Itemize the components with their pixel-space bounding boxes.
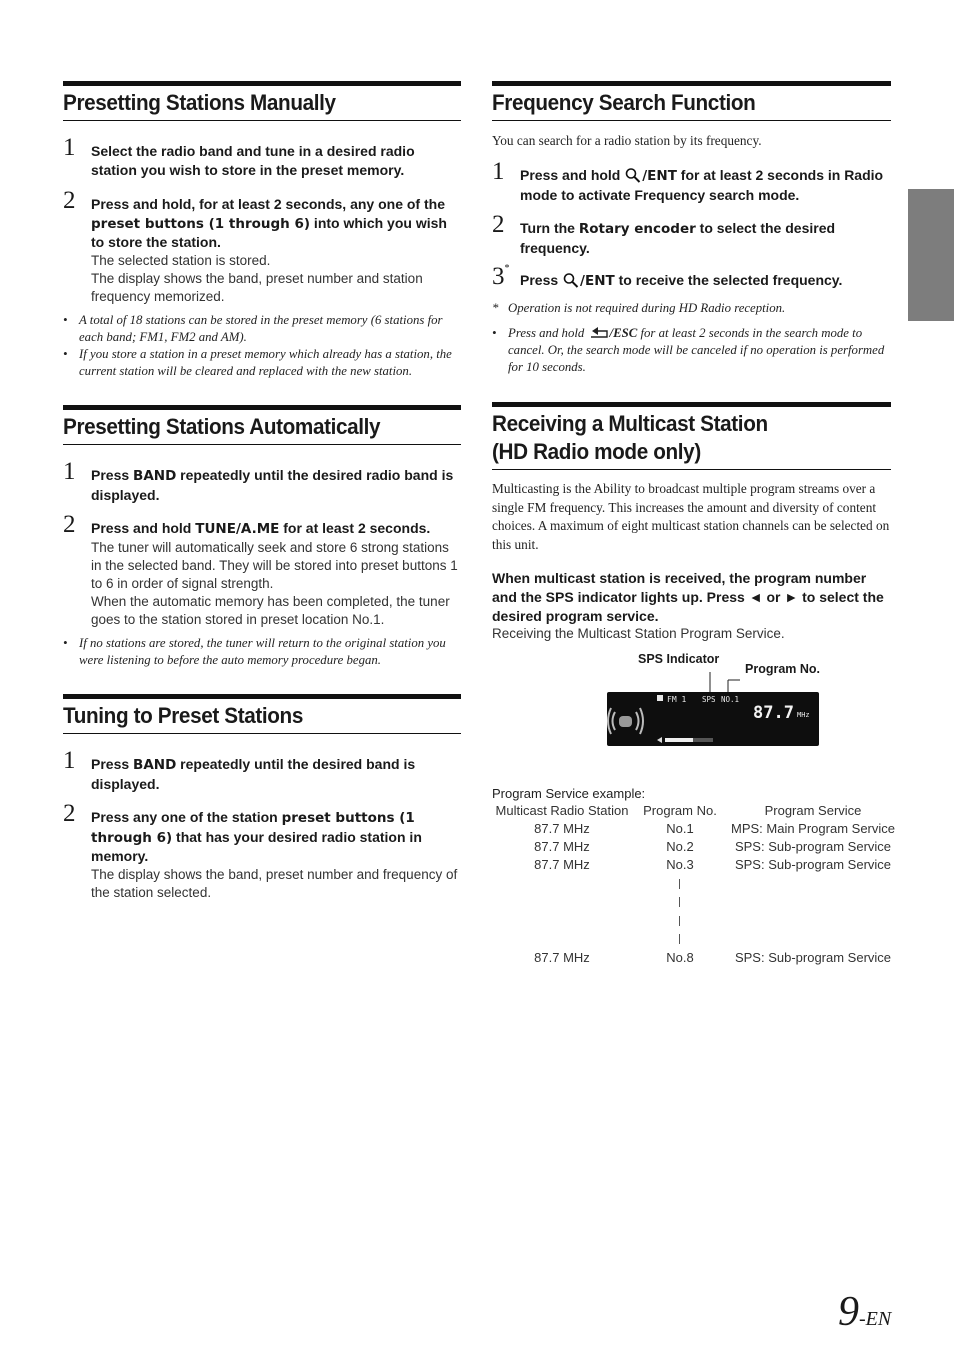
bullet: • (492, 326, 497, 340)
step-number: 2 (492, 211, 505, 238)
section-title: Presetting Stations Manually (63, 90, 336, 115)
step (63, 187, 461, 306)
column-header: Multicast Radio Station (495, 803, 629, 818)
button-name: /ENT (580, 273, 615, 289)
cell: 87.7 MHz (534, 857, 590, 872)
step-title: Select the radio band and tune in a desired radio station you wish to store in the preset memory. (91, 143, 415, 178)
step-text: The selected station is stored. (91, 252, 271, 268)
note-text (508, 325, 891, 376)
program-no-label: Program No. (745, 662, 821, 676)
text-part: Turn the (520, 220, 579, 236)
note-item (63, 635, 461, 669)
return-icon (588, 325, 610, 339)
ellipsis-bar (679, 897, 680, 907)
page-number-suffix: -EN (859, 1308, 892, 1330)
text-part: for at least 2 seconds. (279, 520, 431, 536)
ellipsis-bar (679, 934, 680, 944)
button-name: /ENT (642, 168, 677, 184)
cell: MPS: Main Program Service (731, 821, 895, 836)
step-text: When the automatic memory has been completed, the tuner goes to the station stored in preset location No.1. (91, 593, 450, 627)
step-number: 2 (63, 511, 76, 538)
page-number (838, 1288, 891, 1336)
step-number (492, 263, 510, 291)
text-part: to receive the selected frequency. (614, 272, 843, 288)
radio-display (607, 692, 819, 746)
button-name: /ESC (609, 326, 638, 340)
display-frequency: 87.7 (753, 703, 794, 723)
note-text: If no stations are stored, the tuner will return to the original station you were listening to before the auto memory procedure began. (79, 636, 446, 667)
button-name: Rotary encoder (578, 221, 696, 237)
section-frequency-search (492, 81, 891, 121)
footnote (492, 300, 891, 317)
search-icon (562, 272, 580, 288)
display-graphic (607, 692, 819, 746)
intro-text: Multicasting is the Ability to broadcast multiple program streams over a single FM frequency. This increases the amount and diversity of content choices. A maximum of eight multicast station channels can be selected on this unit. (492, 481, 890, 552)
text-part: for at least 2 seconds in the search mode to cancel. Or, the search mode will be canceled if no operation is performed for 10 seconds. (508, 326, 885, 374)
step-title (91, 466, 461, 504)
button-name: TUNE/A.ME (195, 521, 280, 537)
step-title (91, 519, 461, 539)
cell: 87.7 MHz (534, 839, 590, 854)
cell: SPS: Sub-program Service (734, 839, 892, 854)
note-item (492, 325, 891, 376)
note-text: If you store a station in a preset memory which already has a station, the current station will be cleared and replaced with the new station. (79, 347, 452, 378)
step (492, 263, 891, 291)
note-text: Operation is not required during HD Radio reception. (508, 301, 786, 315)
step-number: 1 (63, 747, 76, 774)
ellipsis-bar (679, 916, 680, 926)
step-number: 1 (63, 458, 76, 485)
cell: No.1 (666, 821, 694, 836)
section-title: Tuning to Preset Stations (63, 703, 303, 728)
intro-text: You can search for a radio station by its frequency. (492, 133, 762, 148)
sps-indicator-label: SPS Indicator (638, 652, 720, 666)
display-program: NO.1 (721, 695, 740, 704)
cell: 87.7 MHz (534, 950, 590, 965)
section-heading (63, 694, 461, 734)
step-number: 1 (492, 158, 505, 185)
section-heading (63, 81, 461, 121)
table-header (492, 803, 896, 821)
section-tuning-preset (63, 694, 461, 734)
section-presetting-manually (63, 81, 461, 121)
step-number: 1 (63, 134, 76, 161)
section-heading (492, 402, 891, 470)
note-item (63, 312, 461, 346)
step-title (520, 219, 891, 257)
section-multicast (492, 402, 891, 470)
section-tab-marker (908, 189, 954, 321)
footnote-mark: * (504, 263, 510, 274)
button-name: BAND (133, 468, 177, 484)
lead-text: When multicast station is received, the program number and the SPS indicator lights up. Press ◄ or ► to select the desired program service. (492, 570, 884, 624)
step (63, 458, 461, 504)
step-number: 2 (63, 187, 76, 214)
text-part: for at least 2 seconds in Radio mode to activate Frequency search mode. (520, 167, 884, 203)
step (492, 211, 891, 257)
display-band: FM 1 (667, 695, 687, 704)
cell: No.8 (666, 950, 694, 965)
cell: No.3 (666, 857, 694, 872)
table-row (492, 950, 896, 968)
button-name: BAND (133, 757, 177, 773)
step (63, 800, 461, 902)
bullet: • (63, 313, 68, 327)
display-unit: MHz (797, 711, 810, 719)
display-sps: SPS (702, 695, 716, 704)
lead-subtext: Receiving the Multicast Station Program Service. (492, 626, 785, 641)
text-part: Press (520, 272, 563, 288)
step-title (91, 808, 461, 866)
step (63, 747, 461, 793)
step-text: The display shows the band, preset number and frequency of the station selected. (91, 866, 458, 900)
text-part: into which you wish to store the station. (91, 214, 447, 250)
section-title-line1: Receiving a Multicast Station (492, 411, 768, 436)
example-label: Program Service example: (492, 786, 646, 801)
section-title-line2: (HD Radio mode only) (492, 439, 701, 464)
text-part: repeatedly until the desired band is displayed. (91, 756, 416, 792)
step (63, 511, 461, 629)
step-number-text: 3 (492, 263, 505, 290)
cell: No.2 (666, 839, 694, 854)
step-title (520, 271, 891, 291)
step-title (520, 166, 891, 204)
step-text: The tuner will automatically seek and store 6 strong stations in the selected band. They will be stored into preset buttons 1 to 6 in order of signal strength. (91, 539, 458, 591)
note-text: A total of 18 stations can be stored in the preset memory (6 stations for each band; FM1, FM2 and AM). (79, 313, 443, 344)
button-name: preset buttons (1 through 6) (91, 215, 311, 232)
page-number-digit: 9 (838, 1289, 859, 1335)
text-part: to select the desired frequency. (520, 220, 836, 256)
signal-icon (608, 708, 643, 734)
text-part: Press (91, 467, 134, 483)
section-heading (63, 405, 461, 445)
text-part: repeatedly until the desired radio band is displayed. (91, 467, 454, 503)
cell: SPS: Sub-program Service (734, 857, 892, 872)
section-presetting-automatically (63, 405, 461, 445)
step-title (91, 755, 461, 793)
table-row (492, 821, 896, 839)
step-text: The display shows the band, preset number and station frequency memorized. (91, 270, 423, 304)
step-number: 2 (63, 800, 76, 827)
step (492, 158, 891, 204)
asterisk: * (492, 301, 499, 315)
cell: SPS: Sub-program Service (734, 950, 892, 965)
section-title: Frequency Search Function (492, 90, 756, 115)
table-row (492, 857, 896, 875)
column-header: Program No. (643, 803, 717, 818)
column-header: Program Service (764, 803, 862, 818)
text-part: Press any one of the station (91, 809, 282, 825)
search-icon (624, 167, 642, 183)
button-name: preset buttons (1 through 6) (91, 810, 415, 846)
bullet: • (63, 347, 68, 361)
step-title (91, 195, 461, 252)
section-heading (492, 81, 891, 121)
text-part: Press and hold, for at least 2 seconds, any one of the (91, 196, 445, 212)
text-part: that has your desired radio station in memory. (91, 828, 422, 864)
bullet: • (63, 636, 68, 650)
ellipsis-bar (679, 879, 680, 889)
table-row (492, 839, 896, 857)
text-part: Press (91, 756, 134, 772)
text-part: Press and hold (520, 167, 625, 183)
cell: 87.7 MHz (534, 821, 590, 836)
step (63, 134, 461, 179)
note-item (63, 346, 461, 380)
text-part: Press and hold (91, 520, 196, 536)
section-title: Presetting Stations Automatically (63, 414, 381, 439)
text-part: Press and hold (508, 326, 588, 340)
